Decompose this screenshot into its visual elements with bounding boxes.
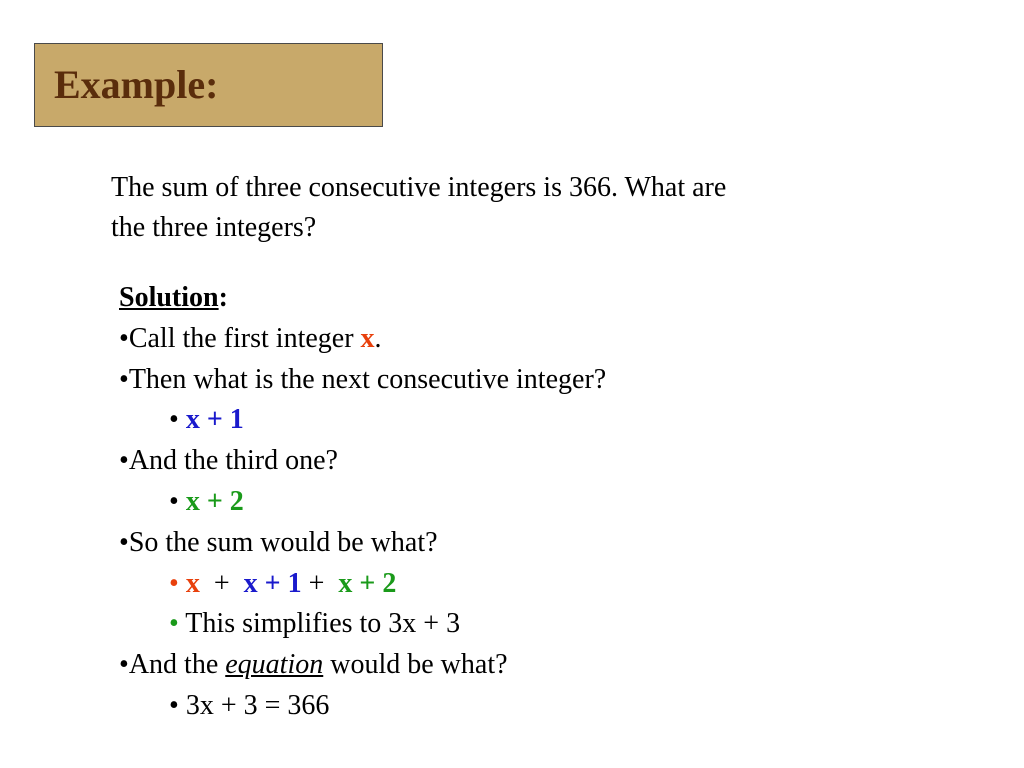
sum-plus-2: + — [301, 567, 339, 599]
bullet: • — [119, 649, 129, 681]
bullet: • — [119, 445, 129, 477]
solution-heading — [119, 278, 899, 319]
step-1-period: . — [374, 322, 382, 354]
step-5-prefix: And the — [128, 649, 226, 681]
step-2-text: Then what is the next consecutive integer? — [128, 363, 607, 395]
simplify-text: This simplifies to 3x + 3 — [178, 608, 461, 640]
step-4-sum-row — [119, 564, 899, 605]
step-5-suffix: would be what? — [323, 649, 508, 681]
step-2 — [119, 360, 899, 401]
step-5-emphasis: equation — [225, 649, 324, 681]
title-box — [34, 43, 383, 127]
sub-bullet: • — [169, 689, 179, 721]
sub-bullet: • — [169, 608, 179, 640]
step-5-answer: 3x + 3 = 366 — [178, 689, 330, 721]
step-2-answer-row — [119, 400, 899, 441]
sum-plus-1: + — [199, 567, 244, 599]
problem-line-2: the three integers? — [111, 212, 317, 243]
step-2-answer: x + 1 — [185, 404, 244, 436]
step-4 — [119, 523, 899, 564]
solution-heading-colon: : — [218, 282, 228, 313]
slide-title: Example: — [54, 62, 219, 107]
bullet: • — [119, 363, 129, 395]
problem-line-1: The sum of three consecutive integers is 366. What are — [111, 172, 727, 203]
step-3-answer-row — [119, 482, 899, 523]
sub-bullet: • — [169, 404, 179, 436]
step-1-variable: x — [360, 322, 375, 354]
problem-statement — [111, 168, 901, 248]
step-1-text: Call the first integer — [128, 322, 361, 354]
sum-term-1: x — [185, 567, 200, 599]
step-3 — [119, 441, 899, 482]
solution-heading-label: Solution — [119, 282, 219, 313]
sub-bullet: • — [169, 485, 179, 517]
step-4-text: So the sum would be what? — [128, 526, 438, 558]
sub-bullet: • — [169, 567, 179, 599]
sum-term-3: x + 2 — [338, 567, 397, 599]
bullet: • — [119, 322, 129, 354]
step-4-simplify-row — [119, 604, 899, 645]
step-5 — [119, 645, 899, 686]
step-1 — [119, 319, 899, 360]
solution-block — [119, 278, 899, 727]
bullet: • — [119, 526, 129, 558]
sum-term-2: x + 1 — [243, 567, 302, 599]
step-3-text: And the third one? — [128, 445, 338, 477]
step-5-answer-row — [119, 686, 899, 727]
step-3-answer: x + 2 — [185, 485, 244, 517]
